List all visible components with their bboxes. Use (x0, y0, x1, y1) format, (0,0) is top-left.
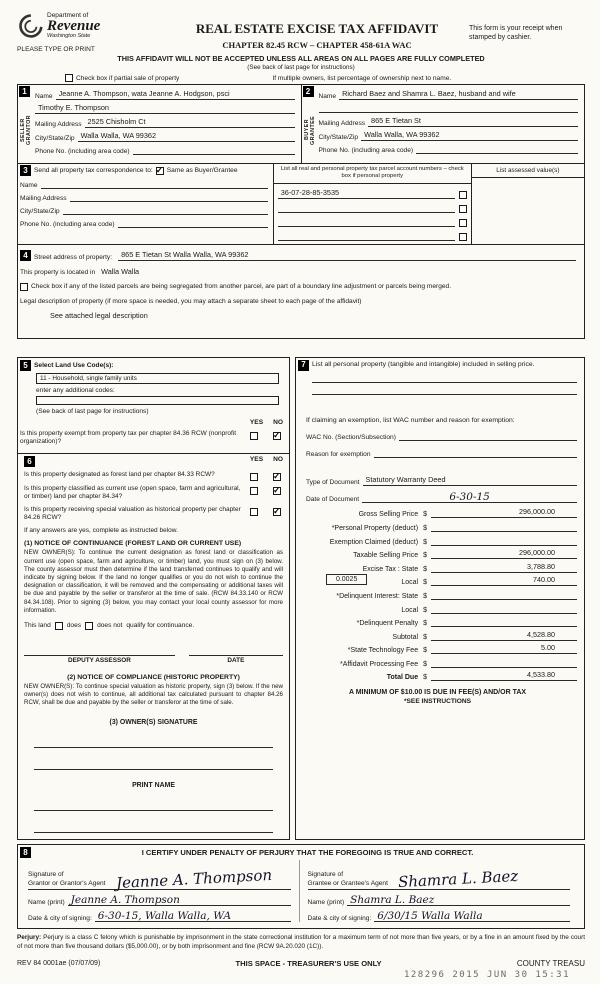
section-2-badge: 2 (303, 86, 314, 97)
section-3-badge: 3 (20, 165, 31, 176)
perjury-body: Perjury is a class C felony which is punishable by imprisonment in the state correctional institution for a maximum term of not more than five years, or by a fine in an amount fixed by the court of not more than five thousand dollars ($5,000.00), or by both imprisonment and fine (RCW 9A.20.020 (1C)). (17, 934, 585, 951)
certify-statement: I CERTIFY UNDER PENALTY OF PERJURY THAT THE FOREGOING IS TRUE AND CORRECT. (141, 848, 474, 858)
treasurer-space-label: THIS SPACE - TREASURER'S USE ONLY (235, 958, 382, 968)
form-header (17, 12, 585, 53)
grantor-side-label: GRANTOR (26, 115, 32, 145)
exempt-yes-checkbox[interactable] (250, 432, 258, 440)
notice-continuance-body: NEW OWNER(S): To continue the current designation as forest land or classification as current use (open space, farm and agriculture, or timber) land, you must sign on (3) below. The county assessor must then determine if the land transferred continues to qualify and will indicate by signing below. If the land no longer qualifies or you do not wish to continue the designation or classification, it will be removed and the compensating or additional taxes will be due and payable by the seller or transferor at the time of sale. (RCW 84.33.140 or RCW 84.34.108). Prior to signing (3) below, you may contact your local county assessor for more information. (24, 549, 283, 614)
section5-see-back: (See back of last page for instructions) (36, 407, 149, 415)
seller-csz-input[interactable]: Walla Walla, WA 99362 (78, 131, 295, 142)
grantor-signature[interactable]: Jeanne A. Thompson (115, 866, 272, 893)
dollar-sign: $ (423, 552, 427, 560)
forest-no-checkbox[interactable] (273, 473, 281, 481)
partial-sale-label: Check box if partial sale of property (76, 74, 180, 82)
corr-csz-input[interactable] (63, 205, 268, 215)
corr-phone-label: Phone No. (including area code) (20, 221, 115, 228)
this-land-label: This land (24, 622, 51, 630)
land-use-code-input[interactable]: 11 - Household, single family units (36, 373, 279, 384)
corr-phone-input[interactable] (118, 218, 268, 228)
qualify-label: qualify for continuance. (126, 622, 195, 630)
grantor-signature-block (20, 860, 299, 922)
section-5-badge: 5 (20, 360, 31, 371)
perjury-lead: Perjury: (17, 934, 42, 942)
delinquent-interest-local-row: Local $ (298, 600, 577, 614)
gross-selling-price-row: Gross Selling Price $ 296,000.00 (298, 505, 577, 519)
buyer-name2-input[interactable] (319, 103, 579, 113)
corr-mailing-input[interactable] (70, 192, 268, 202)
exemption-claimed-row: Exemption Claimed (deduct) $ (298, 532, 577, 546)
dollar-sign: $ (423, 633, 427, 641)
buyer-phone-label: Phone No. (including area code) (318, 147, 414, 154)
personal-property-label: List all personal property (tangible and intangible) included in selling price. (312, 360, 535, 368)
print-name-heading: PRINT NAME (132, 782, 175, 790)
sec6-no-header: NO (273, 455, 283, 463)
historic-question: Is this property receiving special valuation as historical property per chapter 84.26 RCW? (24, 505, 241, 521)
acceptance-warning: THIS AFFIDAVIT WILL NOT BE ACCEPTED UNLESS ALL AREAS ON ALL PAGES ARE FULLY COMPLETED (117, 54, 485, 63)
dollar-sign: $ (423, 606, 427, 614)
current-use-no-checkbox[interactable] (273, 487, 281, 495)
parcel-number-input-4[interactable] (278, 231, 455, 241)
grantor-sig-label-2: Grantor or Grantor's Agent (28, 879, 106, 887)
dollar-sign: $ (423, 592, 427, 600)
personal-property-checkbox-1[interactable] (459, 191, 467, 199)
perjury-statement (17, 934, 585, 951)
owner-signature-line-1[interactable] (34, 738, 273, 748)
grantor-date-city-input[interactable]: 6-30-15, Walla Walla, WA (95, 911, 291, 922)
same-as-buyer-label: Same as Buyer/Grantee (166, 167, 238, 174)
land-use-label: Select Land Use Code(s): (34, 361, 114, 369)
grantee-signature-block (299, 860, 579, 922)
section-6-badge: 6 (24, 456, 35, 467)
dollar-sign: $ (423, 538, 427, 546)
personal-property-checkbox-3[interactable] (459, 219, 467, 227)
partial-sale-row (65, 74, 585, 82)
deputy-assessor-signature-line[interactable] (24, 646, 175, 656)
subtotal-value[interactable]: 4,528.80 (431, 630, 577, 641)
delinquent-interest-local-value[interactable] (431, 604, 577, 614)
grantee-sig-label-1: Signature of (307, 871, 344, 879)
section-5-land-use (17, 357, 290, 454)
owner-signature-line-2[interactable] (34, 760, 273, 770)
exempt-question: Is this property exempt from property tax per chapter 84.36 RCW (nonprofit organization)? (20, 429, 237, 446)
segregated-label: Check box if any of the listed parcels are being segregated from another parcel, are part of a boundary line adjustment or parcels being merged. (31, 282, 452, 290)
print-name-line-2[interactable] (34, 823, 273, 833)
no-header: NO (273, 418, 283, 426)
chapter-line: CHAPTER 82.45 RCW – CHAPTER 458-61A WAC (222, 40, 412, 50)
does-not-label: does not (97, 622, 123, 630)
seller-side-label: SELLER (20, 118, 26, 142)
parcel-number-input-3[interactable] (278, 217, 455, 227)
buyer-csz-label: City/State/Zip (318, 134, 359, 141)
gross-selling-price-value[interactable]: 296,000.00 (431, 507, 577, 518)
historic-no-checkbox[interactable] (273, 508, 281, 516)
exemption-label: If claiming an exemption, list WAC number and reason for exemption: (306, 416, 515, 424)
parcel-number-input[interactable]: 36-07-28-85-3535 (278, 188, 455, 199)
buyer-mailing-label: Mailing Address (318, 120, 366, 127)
grantor-date-city-label: Date & city of signing: (28, 915, 92, 923)
exempt-no-checkbox[interactable] (273, 432, 281, 440)
legal-description-label: Legal description of property (if more space is needed, you may attach a separate sheet to each page of the affidavit) (20, 297, 362, 305)
street-address-label: Street address of property: (34, 253, 113, 261)
notice-continuance-title: (1) NOTICE OF CONTINUANCE (FOREST LAND OR CURRENT USE) (24, 540, 242, 548)
cashier-stamp: 128296 2015 JUN 30 15:31 (403, 970, 570, 980)
form-title: REAL ESTATE EXCISE TAX AFFIDAVIT (195, 21, 439, 36)
dollar-sign: $ (423, 674, 427, 682)
grantee-name-print-label: Name (print) (307, 899, 345, 907)
section-7-selling-price (295, 357, 585, 841)
multiple-owners-note: If multiple owners, list percentage of ownership next to name. (272, 74, 452, 82)
section-8-badge: 8 (20, 847, 31, 858)
section-3-correspondence (17, 164, 585, 245)
dollar-sign: $ (423, 647, 427, 655)
grantee-sig-label-2: Grantee or Grantee's Agent (307, 879, 388, 887)
fee-table (298, 505, 577, 682)
grantee-side-label: GRANTEE (309, 115, 316, 145)
sec6-yes-header: YES (249, 455, 264, 463)
does-checkbox[interactable] (55, 622, 63, 630)
affidavit-processing-fee-row: *Affidavit Processing Fee $ (298, 654, 577, 668)
seller-phone-input[interactable] (133, 145, 295, 155)
subtotal-row: Subtotal $ 4,528.80 (298, 627, 577, 641)
dollar-sign: $ (423, 579, 427, 587)
section-4-property (17, 245, 585, 339)
local-rate-box[interactable]: 0.0025 (326, 574, 367, 585)
dor-logo (17, 12, 165, 53)
seller-phone-label: Phone No. (including area code) (35, 148, 130, 155)
dollar-sign: $ (423, 660, 427, 668)
reason-label: Reason for exemption (306, 450, 371, 458)
historic-yes-checkbox[interactable] (250, 508, 258, 516)
county-treasurer-label: COUNTY TREASU (516, 958, 585, 968)
page-footer (17, 959, 585, 968)
seller-name2-input[interactable]: Timothy E. Thompson (35, 103, 295, 114)
dollar-sign: $ (423, 524, 427, 532)
personal-property-line-1[interactable] (312, 371, 577, 383)
seller-name-label: Name (35, 93, 53, 100)
grantee-date-city-label: Date & city of signing: (307, 915, 372, 923)
parcel-number-input-2[interactable] (278, 203, 455, 213)
buyer-name-input[interactable]: Richard Baez and Shamra L. Baez, husband and wife (339, 89, 578, 100)
grantor-name-print-label: Name (print) (28, 899, 65, 907)
assessed-values-header: List assessed value(s) (472, 164, 584, 178)
exemption-claimed-value[interactable] (431, 536, 577, 546)
section-7-badge: 7 (298, 360, 309, 371)
logo-revenue-text: Revenue (47, 18, 101, 34)
affidavit-processing-fee-value[interactable] (431, 658, 577, 668)
section-2-buyer (301, 85, 585, 163)
minimum-fee-note: A MINIMUM OF $10.00 IS DUE IN FEE(S) AND/OR TAX (348, 689, 527, 697)
see-instructions-note: *SEE INSTRUCTIONS (403, 698, 472, 706)
corr-mailing-label: Mailing Address (20, 195, 67, 202)
yes-header: YES (249, 418, 264, 426)
excise-tax-state-value[interactable]: 3,788.80 (431, 562, 577, 573)
total-due-value[interactable]: 4,533.80 (431, 670, 577, 681)
grantor-sig-label-1: Signature of (28, 871, 64, 879)
buyer-mailing-input[interactable]: 865 E Tietan St (368, 116, 578, 127)
grantee-signature[interactable]: Shamra L. Baez (397, 867, 519, 892)
delinquent-interest-state-value[interactable] (431, 590, 577, 600)
segregated-checkbox[interactable] (20, 283, 28, 291)
partial-sale-checkbox[interactable] (65, 74, 73, 82)
seller-mailing-label: Mailing Address (35, 121, 82, 128)
personal-property-deduct-row: *Personal Property (deduct) $ (298, 518, 577, 532)
personal-property-deduct-value[interactable] (431, 522, 577, 532)
corr-name-input[interactable] (41, 179, 268, 189)
parties-section (17, 84, 585, 164)
seller-csz-label: City/State/Zip (35, 135, 75, 142)
dollar-sign: $ (423, 511, 427, 519)
excise-tax-local-value[interactable]: 740.00 (431, 575, 577, 586)
please-type-note: PLEASE TYPE OR PRINT (17, 46, 95, 53)
grantor-name-print-input[interactable]: Jeanne A. Thompson (68, 895, 291, 906)
dollar-sign: $ (423, 620, 427, 628)
section-1-badge: 1 (19, 86, 30, 97)
section-1-seller (18, 85, 301, 163)
logo-dept-text: Department of (47, 12, 89, 19)
personal-property-checkbox-4[interactable] (459, 233, 467, 241)
revenue-swoosh-icon (17, 13, 43, 39)
current-use-question: Is this property classified as current use (open space, farm and agricultural, or timber) land per chapter 84.34? (24, 484, 241, 501)
dollar-sign: $ (423, 565, 427, 573)
type-of-document-label: Type of Document (306, 478, 360, 486)
forest-yes-checkbox[interactable] (250, 473, 258, 481)
total-due-row: Total Due $ 4,533.80 (298, 668, 577, 682)
seller-mailing-input[interactable]: 2525 Chisholm Ct (85, 117, 295, 128)
excise-tax-state-row: Excise Tax : State $ 3,788.80 (298, 559, 577, 573)
excise-tax-local-row: 0.0025 Local $ 740.00 (298, 573, 577, 587)
parcel-numbers-header: List all real and personal property tax parcel account numbers – check box if personal property (274, 164, 471, 184)
date-of-document-input[interactable]: 6-30-15 (362, 492, 577, 503)
reason-input[interactable] (374, 448, 577, 458)
personal-property-line-2[interactable] (312, 383, 577, 395)
receipt-note: This form is your receipt when stamped by cashier. (469, 25, 563, 42)
corr-name-label: Name (20, 182, 38, 189)
street-address-input[interactable]: 865 E Tietan St Walla Walla, WA 99362 (118, 250, 576, 261)
logo-state-text: Washington State (47, 33, 91, 39)
does-not-checkbox[interactable] (85, 622, 93, 630)
print-name-line-1[interactable] (34, 801, 273, 811)
see-back-note: (See back of last page for instructions) (247, 64, 355, 71)
buyer-side-label: BUYER (303, 119, 310, 141)
seller-name-input[interactable]: Jeanne A. Thompson, wata Jeanne A. Hodgson, psci (56, 89, 295, 100)
buyer-phone-input[interactable] (416, 144, 578, 154)
personal-property-checkbox-2[interactable] (459, 205, 467, 213)
notice-compliance-body: NEW OWNER(S): To continue special valuation as historic property, sign (3) below. If the new owner(s) does not wish to continue, all additional tax calculated pursuant to chapter 84.26 RCW, shall be due and payable by the seller or transferor at the time of sale. (24, 682, 283, 707)
assessor-date-label: DATE (227, 656, 245, 664)
additional-codes-input[interactable] (36, 396, 279, 405)
current-use-yes-checkbox[interactable] (250, 487, 258, 495)
same-as-buyer-checkbox[interactable] (156, 167, 164, 175)
date-of-document-label: Date of Document (306, 495, 360, 503)
wac-input[interactable] (399, 431, 577, 441)
owners-signature-heading: (3) OWNER(S) SIGNATURE (109, 719, 198, 727)
send-correspondence-label: Send all property tax correspondence to: (34, 167, 153, 174)
buyer-name-label: Name (318, 93, 337, 100)
located-in-value[interactable]: Walla Walla (101, 266, 140, 276)
delinquent-interest-state-row: *Delinquent Interest: State $ (298, 586, 577, 600)
if-yes-note: If any answers are yes, complete as instructed below. (24, 527, 178, 535)
forest-land-question: Is this property designated as forest land per chapter 84.33 RCW? (24, 470, 215, 478)
grantee-date-city-input[interactable]: 6/30/15 Walla Walla (374, 911, 570, 922)
taxable-selling-price-value[interactable]: 296,000.00 (431, 548, 577, 559)
assessor-date-line[interactable] (189, 646, 283, 656)
section-6-continuance (17, 454, 290, 841)
deputy-assessor-label: DEPUTY ASSESSOR (67, 656, 131, 664)
delinquent-penalty-value[interactable] (431, 617, 577, 627)
legal-description-value[interactable]: See attached legal description (50, 310, 148, 320)
wac-label: WAC No. (Section/Subsection) (306, 433, 396, 441)
does-label: does (66, 622, 82, 630)
delinquent-penalty-row: *Delinquent Penalty $ (298, 614, 577, 628)
located-in-label: This property is located in (20, 268, 96, 276)
section-4-badge: 4 (20, 250, 31, 261)
state-technology-fee-row: *State Technology Fee $ 5.00 (298, 641, 577, 655)
state-technology-fee-value[interactable]: 5.00 (431, 643, 577, 654)
form-rev-number: REV 84 0001ae (07/07/09) (17, 959, 101, 967)
notice-compliance-title: (2) NOTICE OF COMPLIANCE (HISTORIC PROPERTY) (67, 673, 240, 681)
section-8-certification (17, 844, 585, 929)
taxable-selling-price-row: Taxable Selling Price $ 296,000.00 (298, 546, 577, 560)
additional-codes-label: enter any additional codes: (36, 386, 115, 394)
type-of-document-input[interactable]: Statutory Warranty Deed (363, 475, 577, 486)
grantee-name-print-input[interactable]: Shamra L. Baez (347, 895, 570, 906)
corr-csz-label: City/State/Zip (20, 208, 60, 215)
buyer-csz-input[interactable]: Walla Walla, WA 99362 (361, 130, 578, 141)
